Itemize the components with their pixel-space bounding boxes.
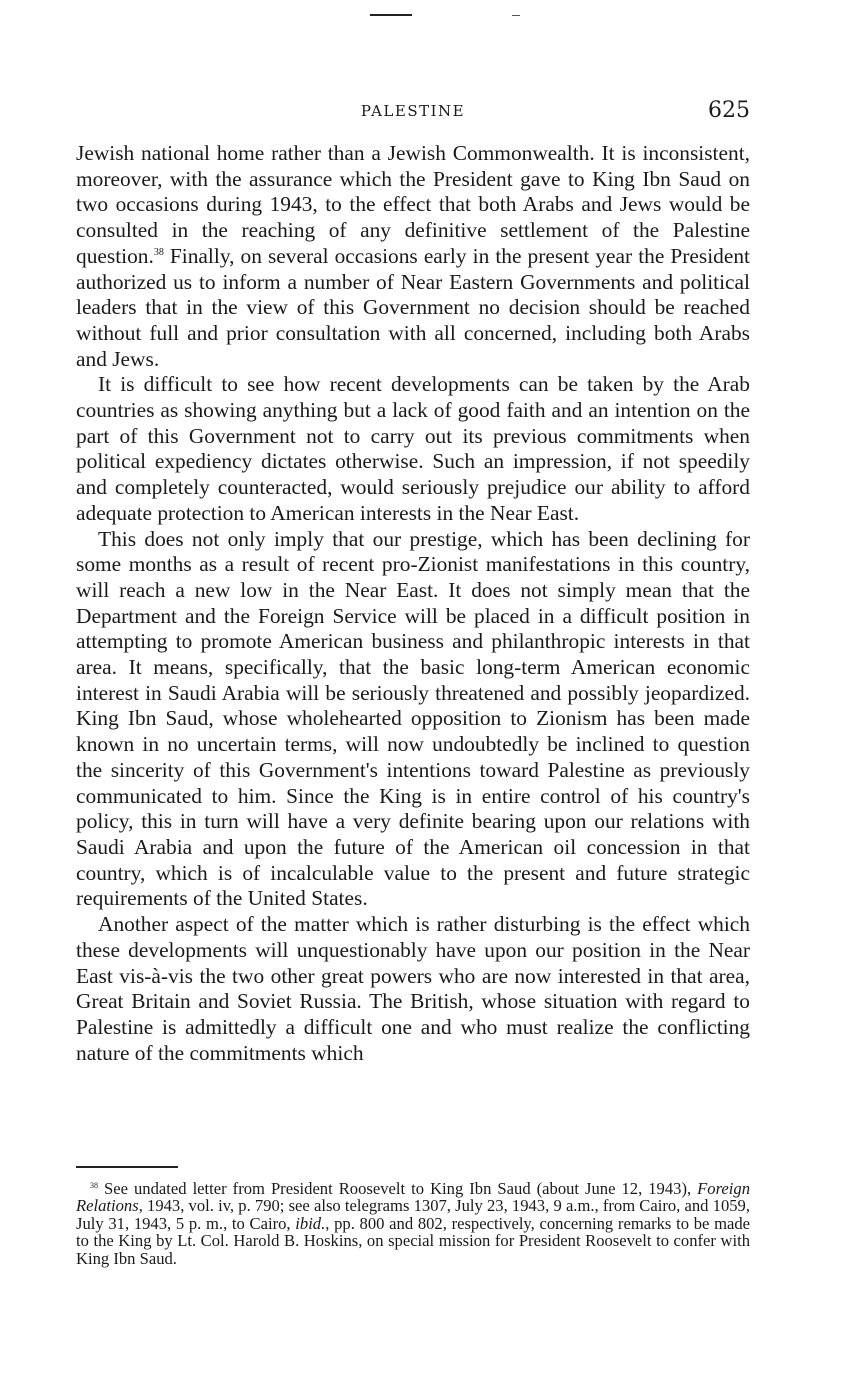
body-text [76,141,750,1066]
paragraph-2: It is difficult to see how recent developments can be taken by the Arab countries as showing anything but a lack of good faith and an intention on the part of this Government not to carry out its previous commitments when political expediency dictates otherwise. Such an impression, if not speedily and completely counteracted, would seriously prejudice our ability to afford adequate protection to American interests in the Near East. [76,372,750,525]
footnote-text-3: , pp. 800 and 802, respectively, concerning remarks to be made to the King by Lt. Col. Harold B. Hoskins, on special mission for President Roosevelt to confer with King Ibn Saud. [76,1213,751,1268]
top-print-mark [370,14,412,16]
paragraph-1 [76,141,750,372]
footnote-rule [76,1166,178,1168]
footnote-citation-title: Foreign Relations [76,1179,750,1216]
footnote-38 [76,1180,750,1267]
footnote-text-2: , 1943, vol. iv, p. 790; see also telegrams 1307, July 23, 1943, 9 a.m., from Cairo, and 1059, July 31, 1943, 5 p. m., to Cairo, [76,1196,750,1233]
footnote-text-1: See undated letter from President Roosevelt to King Ibn Saud (about June 12, 1943), [98,1179,698,1198]
footnote-ibid: ibid. [295,1213,326,1233]
footnote-reference-38[interactable]: 38 [153,246,164,258]
paragraph-1-text-b: Finally, on several occasions early in the present year the President authorized us to inform a number of Near Eastern Governments and political leaders that in the view of this Government no decision should be reached without full and prior consultation with all concerned, including both Arabs and Jews. [76,243,750,371]
footnote-marker: 38 [90,1181,98,1190]
paragraph-3: This does not only imply that our prestige, which has been declining for some months as a result of recent pro-Zionist manifestations in this country, will reach a new low in the Near East. It does not simply mean that the Department and the Foreign Service will be placed in a difficult position in attempting to promote American business and philanthropic interests in that area. It means, specifically, that the basic long-term American economic interest in Saudi Arabia will be seriously threatened and possibly jeopardized. King Ibn Saud, whose wholehearted opposition to Zionism has been made known in no uncertain terms, will now undoubtedly be inclined to question the sincerity of this Government's intentions toward Palestine as previously communicated to him. Since the King is in entire control of his country's policy, this in turn will have a very definite bearing upon our relations with Saudi Arabia and upon the future of the American oil concession in that country, which is of incalculable value to the present and future strategic requirements of the United States. [76,526,750,911]
running-title: PALESTINE [360,102,466,120]
running-head [76,98,750,124]
paragraph-4: Another aspect of the matter which is rather disturbing is the effect which these developments will unquestionably have upon our position in the Near East vis-à-vis the two other great powers who are now interested in that area, Great Britain and Soviet Russia. The British, whose situation with regard to Palestine is admittedly a difficult one and who must realize the conflicting nature of the commitments which [76,912,750,1065]
paragraph-1-text-a: Jewish national home rather than a Jewish Commonwealth. It is inconsistent, moreover, with the assurance which the President gave to King Ibn Saud on two occasions during 1943, to the effect that both Arabs and Jews would be consulted in the reaching of any definitive settlement of the Palestine question. [76,141,750,268]
page-number: 625 [708,98,750,123]
top-print-mark-small [512,15,520,16]
